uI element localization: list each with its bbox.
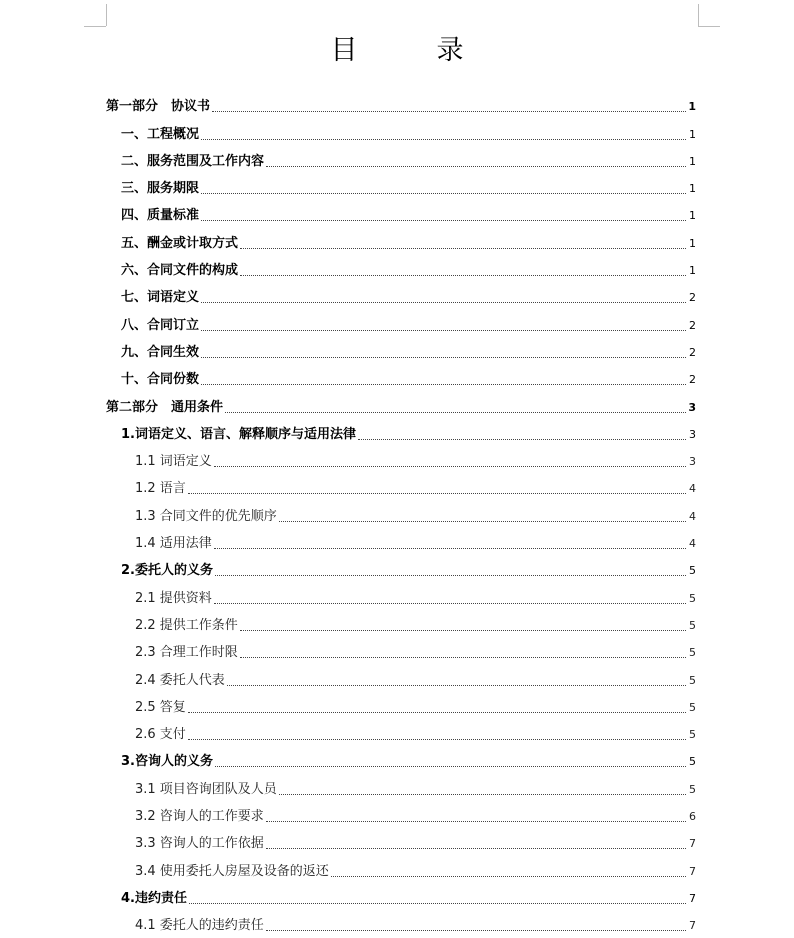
crop-mark-top-right [698, 26, 720, 27]
toc-entry-label: 第一部分 协议书 [106, 99, 211, 115]
toc-entry-page-number: 1 [689, 264, 696, 278]
toc-entry[interactable] [106, 306, 696, 333]
toc-entry-page-number: 5 [689, 591, 696, 605]
toc-entry[interactable] [106, 443, 696, 470]
crop-mark-top-left [84, 26, 106, 27]
toc-entry[interactable] [106, 716, 696, 743]
toc-dot-leader [201, 220, 686, 221]
toc-entry-page-number: 3 [689, 427, 696, 441]
toc-dot-leader [188, 493, 686, 494]
toc-entry-label: 一、工程概况 [121, 126, 200, 142]
toc-entry[interactable] [106, 607, 696, 634]
toc-entry-page-number: 3 [689, 455, 696, 469]
toc-entry[interactable] [106, 361, 696, 388]
toc-entry-page-number: 5 [689, 564, 696, 578]
toc-entry-page-number: 2 [689, 318, 696, 332]
toc-entry-page-number: 1 [688, 100, 696, 114]
toc-entry-page-number: 1 [689, 182, 696, 196]
toc-entry-label: 1.1 词语定义 [135, 454, 212, 470]
toc-entry-page-number: 1 [689, 209, 696, 223]
toc-dot-leader [240, 275, 686, 276]
toc-dot-leader [331, 876, 686, 877]
toc-entry[interactable] [106, 552, 696, 579]
toc-entry[interactable] [106, 661, 696, 688]
toc-entry-page-number: 4 [689, 509, 696, 523]
toc-entry-label: 4.违约责任 [121, 890, 187, 906]
toc-entry-page-number: 4 [689, 482, 696, 496]
toc-entry[interactable] [106, 388, 696, 415]
toc-entry[interactable] [106, 880, 696, 907]
toc-entry[interactable] [106, 770, 696, 797]
toc-entry-page-number: 7 [689, 891, 696, 905]
toc-entry-page-number: 4 [689, 537, 696, 551]
toc-entry-label: 3.1 项目咨询团队及人员 [135, 781, 277, 797]
toc-entry[interactable] [106, 798, 696, 825]
toc-entry-page-number: 2 [689, 373, 696, 387]
toc-entry-page-number: 5 [689, 700, 696, 714]
toc-entry-label: 3.咨询人的义务 [121, 754, 213, 770]
toc-entry-page-number: 5 [689, 646, 696, 660]
toc-dot-leader [279, 521, 686, 522]
toc-dot-leader [225, 412, 686, 413]
toc-entry-page-number: 1 [689, 127, 696, 141]
toc-entry-label: 九、合同生效 [121, 344, 200, 360]
toc-entry[interactable] [106, 634, 696, 661]
toc-entry-label: 2.5 答复 [135, 699, 186, 715]
toc-dot-leader [358, 439, 686, 440]
toc-entry-page-number: 5 [689, 755, 696, 769]
toc-entry-page-number: 7 [689, 919, 696, 933]
toc-entry-label: 八、合同订立 [121, 317, 200, 333]
toc-dot-leader [201, 384, 686, 385]
toc-entry-label: 第二部分 通用条件 [106, 399, 224, 415]
toc-entry-label: 2.委托人的义务 [121, 563, 213, 579]
toc-dot-leader [215, 766, 686, 767]
toc-dot-leader [266, 821, 686, 822]
toc-dot-leader [212, 111, 686, 112]
toc-entry-page-number: 2 [689, 291, 696, 305]
toc-entry[interactable] [106, 334, 696, 361]
crop-mark-top-right [698, 4, 699, 26]
toc-entry[interactable] [106, 224, 696, 251]
toc-dot-leader [240, 630, 686, 631]
toc-entry-label: 3.2 咨询人的工作要求 [135, 809, 264, 825]
toc-dot-leader [201, 330, 686, 331]
toc-dot-leader [214, 548, 686, 549]
toc-entry-label: 1.3 合同文件的优先顺序 [135, 508, 277, 524]
toc-dot-leader [266, 930, 686, 931]
toc-dot-leader [188, 712, 686, 713]
toc-entry[interactable] [106, 197, 696, 224]
toc-entry-label: 2.2 提供工作条件 [135, 617, 238, 633]
toc-dot-leader [201, 193, 686, 194]
toc-entry-page-number: 5 [689, 728, 696, 742]
toc-dot-leader [227, 685, 686, 686]
toc-dot-leader [279, 794, 686, 795]
toc-entry-label: 2.4 委托人代表 [135, 672, 225, 688]
toc-entry-page-number: 5 [689, 673, 696, 687]
toc-entry-page-number: 2 [689, 345, 696, 359]
toc-dot-leader [266, 848, 686, 849]
toc-entry-label: 1.4 适用法律 [135, 536, 212, 552]
toc-dot-leader [240, 657, 686, 658]
toc-entry-label: 1.2 语言 [135, 481, 186, 497]
toc-entry-page-number: 1 [689, 154, 696, 168]
toc-entry-page-number: 7 [689, 837, 696, 851]
toc-entry-label: 4.1 委托人的违约责任 [135, 918, 264, 934]
toc-entry-label: 3.3 咨询人的工作依据 [135, 836, 264, 852]
toc-entry[interactable] [106, 143, 696, 170]
toc-entry-page-number: 1 [689, 236, 696, 250]
toc-entry-page-number: 3 [688, 400, 696, 414]
toc-entry[interactable] [106, 170, 696, 197]
toc-entry-label: 六、合同文件的构成 [121, 263, 239, 279]
toc-entry[interactable] [106, 825, 696, 852]
toc-entry[interactable] [106, 525, 696, 552]
toc-dot-leader [201, 357, 686, 358]
toc-entry-label: 五、酬金或计取方式 [121, 235, 239, 251]
toc-dot-leader [240, 248, 686, 249]
toc-dot-leader [214, 603, 686, 604]
page-title: 目 录 [330, 35, 490, 66]
toc-entry[interactable] [106, 907, 696, 934]
toc-dot-leader [201, 139, 686, 140]
toc-entry-label: 四、质量标准 [121, 208, 200, 224]
toc-dot-leader [215, 575, 686, 576]
toc-entry-page-number: 6 [689, 810, 696, 824]
toc-entry-page-number: 5 [689, 618, 696, 632]
toc-entry[interactable] [106, 579, 696, 606]
toc-entry-label: 1.词语定义、语言、解释顺序与适用法律 [121, 426, 356, 442]
toc-entry[interactable] [106, 252, 696, 279]
toc-entry-label: 三、服务期限 [121, 181, 200, 197]
toc-entry-label: 3.4 使用委托人房屋及设备的返还 [135, 863, 329, 879]
toc-entry-page-number: 7 [689, 864, 696, 878]
toc-entry-label: 2.3 合理工作时限 [135, 645, 238, 661]
toc-dot-leader [188, 739, 686, 740]
toc-entry-label: 十、合同份数 [121, 372, 200, 388]
toc-entry[interactable] [106, 852, 696, 879]
toc-entry[interactable] [106, 497, 696, 524]
toc-entry-page-number: 5 [689, 782, 696, 796]
toc-entry[interactable] [106, 470, 696, 497]
toc-entry[interactable] [106, 88, 696, 115]
toc-entry[interactable] [106, 279, 696, 306]
toc-entry-label: 2.1 提供资料 [135, 590, 212, 606]
toc-dot-leader [214, 466, 686, 467]
toc-dot-leader [189, 903, 686, 904]
toc-entry[interactable] [106, 689, 696, 716]
toc-entry-label: 二、服务范围及工作内容 [121, 153, 265, 169]
crop-mark-top-left [106, 4, 107, 26]
toc-entry-label: 2.6 支付 [135, 727, 186, 743]
toc-entry[interactable] [106, 416, 696, 443]
toc-dot-leader [201, 302, 686, 303]
toc-entry-label: 七、词语定义 [121, 290, 200, 306]
toc-entry[interactable] [106, 743, 696, 770]
toc-dot-leader [266, 166, 686, 167]
toc-entry[interactable] [106, 115, 696, 142]
table-of-contents [106, 88, 696, 934]
